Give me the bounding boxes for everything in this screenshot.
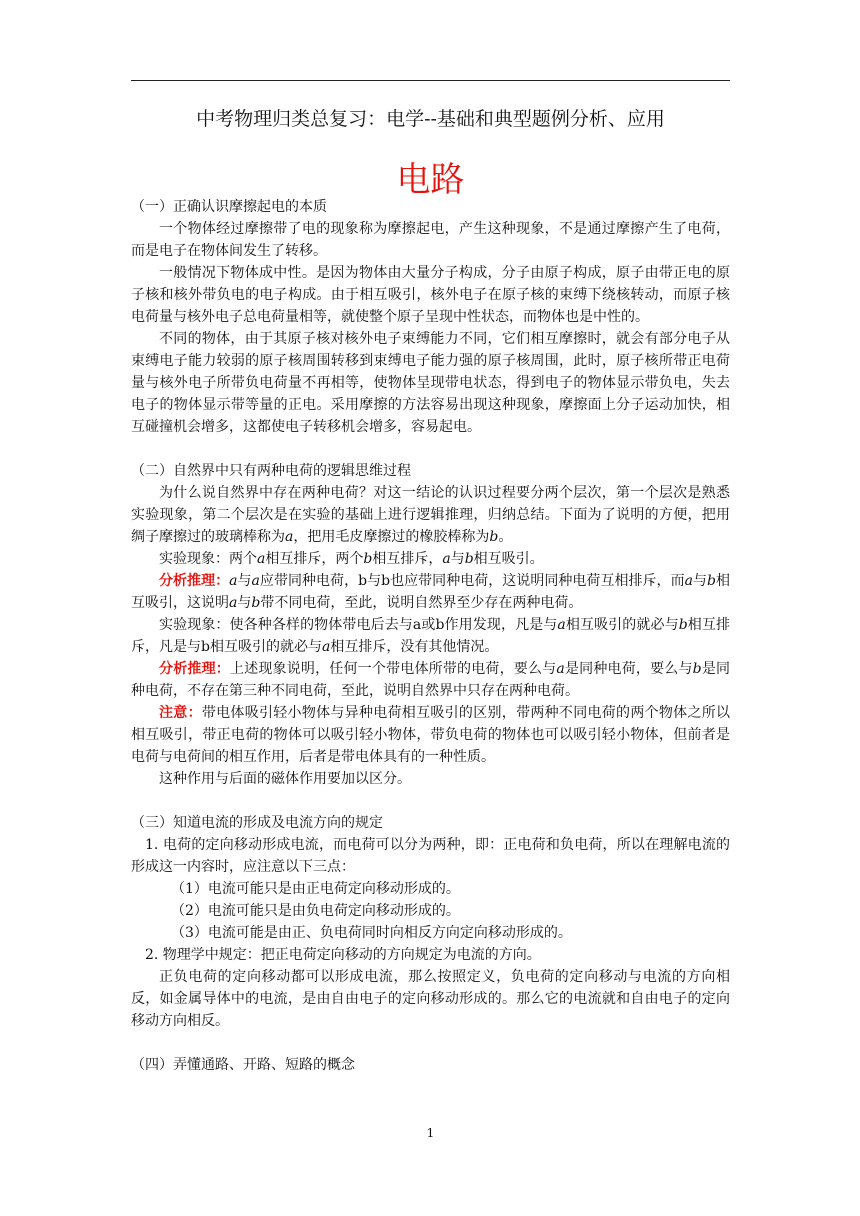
section-3-point-1: 1. 电荷的定向移动形成电流，而电荷可以分为两种，即：正电荷和负电荷，所以在理解电流的形成这一内容时，应注意以下三点： <box>131 837 730 875</box>
section-2-last-paragraph: 这种作用与后面的磁体作用要加以区分。 <box>159 771 411 787</box>
header-rule <box>131 80 730 81</box>
section-1-paragraph-1: 一个物体经过摩擦带了电的现象称为摩擦起电，产生这种现象，不是通过摩擦产生了电荷，而是电子在物体间发生了转移。 <box>131 221 730 259</box>
section-1-paragraph-3: 不同的物体，由于其原子核对核外电子束缚能力不同，它们相互摩擦时，就会有部分电子从束缚电子能力较弱的原子核周围转移到束缚电子能力强的原子核周围，此时，原子核所带正电荷量与核外电子所带负电荷量不再相等，使物体呈现带电状态，得到电子的物体显示带负电，失去电子的物体显示带等量的正电。采用摩擦的方法容易出现这种现象，摩擦面上分子运动加快，相互碰撞机会增多，这都使电子转移机会增多，容易起电。 <box>131 331 730 435</box>
note-paragraph: 注意：带电体吸引轻小物体与异种电荷相互吸引的区别，带两种不同电荷的两个物体之所以相互吸引，带正电荷的物体可以吸引轻小物体，带负电荷的物体也可以吸引轻小物体，但前者是电荷与电荷间的相互作用，后者是带电体具有的一种性质。 <box>131 705 731 765</box>
section-3-paragraph: 正负电荷的定向移动都可以形成电流，那么按照定义，负电荷的定向移动与电流的方向相反，如金属导体中的电流，是由自由电子的定向移动形成的。那么它的电流就和自由电子的定向移动方向相反。 <box>131 969 730 1029</box>
section-3-point-2: 2. 物理学中规定：把正电荷定向移动的方向规定为电流的方向。 <box>145 947 541 963</box>
section-3-heading: （三）知道电流的形成及电流方向的规定 <box>131 815 383 831</box>
section-1-paragraph-2: 一般情况下物体成中性。是因为物体由大量分子构成，分子由原子构成，原子由带正电的原子核和核外带负电的电子构成。由于相互吸引，核外电子在原子核的束缚下绕核转动，而原子核电荷量与核外电子总电荷量相等，就使整个原子呈现中性状态，而物体也是中性的。 <box>131 265 730 325</box>
page-number: 1 <box>426 1126 435 1140</box>
experiment-1: 实验现象：两个a相互排斥，两个b相互排斥，a与b相互吸引。 <box>159 551 544 567</box>
section-1-heading: （一）正确认识摩擦起电的本质 <box>131 199 327 215</box>
analysis-label: 分析推理： <box>159 573 230 589</box>
section-4-heading: （四）弄懂通路、开路、短路的概念 <box>131 1057 355 1073</box>
section-2-paragraph-1: 为什么说自然界中存在两种电荷？对这一结论的认识过程要分两个层次，第一个层次是熟悉实验现象，第二个层次是在实验的基础上进行逻辑推理，归纳总结。下面为了说明的方便，把用绸子摩擦过的玻璃棒称为a，把用毛皮摩擦过的橡胶棒称为b。 <box>131 485 730 545</box>
section-3-item-3: （3）电流可能是由正、负电荷同时向相反方向定向移动形成的。 <box>171 925 572 941</box>
experiment-2: 实验现象：使各种各样的物体带电后去与a或b作用发现，凡是与a相互吸引的就必与b相互排斥，凡是与b相互吸引的就必与a相互排斥，没有其他情况。 <box>131 617 731 655</box>
note-label: 注意： <box>159 705 202 721</box>
document-body <box>131 196 730 1076</box>
section-3-item-1: （1）电流可能只是由正电荷定向移动形成的。 <box>171 881 460 897</box>
section-3-item-2: （2）电流可能只是由负电荷定向移动形成的。 <box>171 903 460 919</box>
analysis-label: 分析推理： <box>159 661 230 677</box>
section-2-heading: （二）自然界中只有两种电荷的逻辑思维过程 <box>131 463 411 479</box>
analysis-1: 分析推理：a与a应带同种电荷，b与b也应带同种电荷，这说明同种电荷互相排斥，而a与b相互吸引，这说明a与b带不同电荷，至此，说明自然界至少存在两种电荷。 <box>131 573 731 611</box>
main-title: 电路 <box>396 160 465 200</box>
analysis-2: 分析推理：上述现象说明，任何一个带电体所带的电荷，要么与a是同种电荷，要么与b是同种电荷，不存在第三种不同电荷，至此，说明自然界中只存在两种电荷。 <box>131 661 731 699</box>
document-title: 中考物理归类总复习：电学--基础和典型题例分析、应用 <box>196 108 665 130</box>
